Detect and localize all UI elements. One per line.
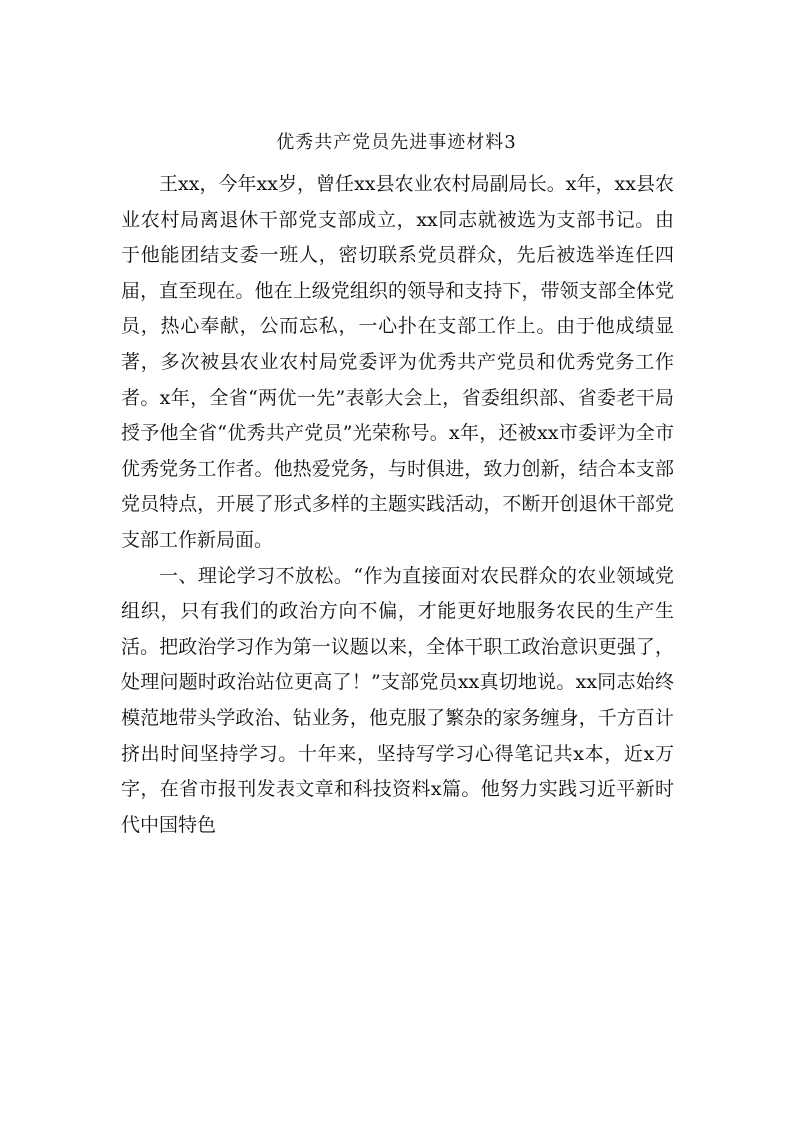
document-body [121, 167, 674, 843]
document-title: 优秀共产党员先进事迹材料3 [276, 132, 517, 153]
paragraph-theory-study: 一、理论学习不放松。“作为直接面对农民群众的农业领域党组织，只有我们的政治方向不偏，才能更好地服务农民的生产生活。把政治学习作为第一议题以来，全体干职工政治意识更强了，处理问题时政治站位更高了！”支部党员xx真切地说。xx同志始终模范地带头学政治、钻业务，他克服了繁杂的家务缠身，千方百计挤出时间坚持学习。十年来，坚持写学习心得笔记共x本，近x万字，在省市报刊发表文章和科技资料x篇。他努力实践习近平新时代中国特色 [121, 564, 674, 836]
paragraph-intro: 王xx，今年xx岁，曾任xx县农业农村局副局长。x年，xx县农业农村局离退休干部党支部成立，xx同志就被选为支部书记。由于他能团结支委一班人，密切联系党员群众，先后被选举连任四届，直至现在。他在上级党组织的领导和支持下，带领支部全体党员，热心奉献，公而忘私，一心扑在支部工作上。由于他成绩显著，多次被县农业农村局党委评为优秀共产党员和优秀党务工作者。x年，全省“两优一先”表彰大会上，省委组织部、省委老干局授予他全省“优秀共产党员”光荣称号。x年，还被xx市委评为全市优秀党务工作者。他热爱党务，与时俱进，致力创新，结合本支部党员特点，开展了形式多样的主题实践活动，不断开创退休干部党支部工作新局面。 [121, 173, 674, 551]
